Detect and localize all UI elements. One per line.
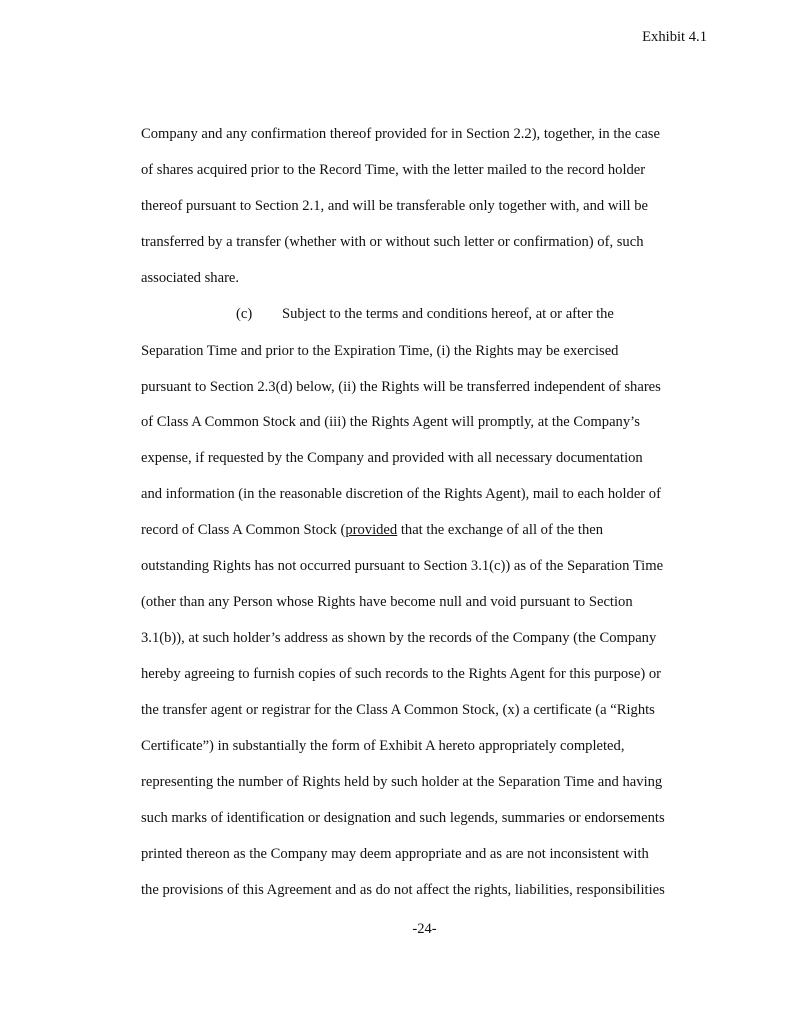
body-line: expense, if requested by the Company and provided with all necessary documentation [141, 450, 643, 466]
body-line: (other than any Person whose Rights have become null and void pursuant to Section [141, 594, 633, 610]
body-line: the transfer agent or registrar for the Class A Common Stock, (x) a certificate (a “Rights [141, 702, 655, 718]
body-line: Certificate”) in substantially the form of Exhibit A hereto appropriately completed, [141, 738, 625, 754]
body-line: outstanding Rights has not occurred pursuant to Section 3.1(c)) as of the Separation Time [141, 558, 664, 574]
exhibit-label: Exhibit 4.1 [642, 29, 707, 45]
provided-line [141, 520, 603, 540]
body-line: associated share. [141, 270, 240, 286]
paragraph-c-text: Subject to the terms and conditions hereof, at or after the [282, 306, 614, 322]
body-line: thereof pursuant to Section 2.1, and will be transferable only together with, and will be [141, 198, 648, 214]
body-line: 3.1(b)), at such holder’s address as shown by the records of the Company (the Company [141, 630, 657, 646]
body-line: hereby agreeing to furnish copies of such records to the Rights Agent for this purpose) or [141, 666, 661, 682]
body-line: representing the number of Rights held by such holder at the Separation Time and having [141, 774, 663, 790]
page-number: -24- [412, 921, 437, 937]
body-line: transferred by a transfer (whether with or without such letter or confirmation) of, such [141, 234, 644, 250]
body-line: Company and any confirmation thereof provided for in Section 2.2), together, in the case [141, 126, 660, 142]
paragraph-label: (c) [236, 306, 253, 322]
body-line: of shares acquired prior to the Record Time, with the letter mailed to the record holder [141, 162, 646, 178]
provided-line-before: record of Class A Common Stock ( [141, 522, 346, 538]
provided-term: provided [345, 522, 398, 538]
body-line: pursuant to Section 2.3(d) below, (ii) the Rights will be transferred independent of shares [141, 379, 661, 395]
body-line: such marks of identification or designation and such legends, summaries or endorsements [141, 810, 665, 826]
body-line: the provisions of this Agreement and as do not affect the rights, liabilities, responsibilities [141, 882, 665, 898]
body-line: Separation Time and prior to the Expiration Time, (i) the Rights may be exercised [141, 343, 619, 359]
provided-line-after: that the exchange of all of the then [397, 522, 604, 538]
body-line: printed thereon as the Company may deem appropriate and as are not inconsistent with [141, 846, 649, 862]
paragraph-c-first-line [236, 304, 614, 324]
body-line: and information (in the reasonable discretion of the Rights Agent), mail to each holder of [141, 486, 661, 502]
body-line: of Class A Common Stock and (iii) the Rights Agent will promptly, at the Company’s [141, 414, 640, 430]
